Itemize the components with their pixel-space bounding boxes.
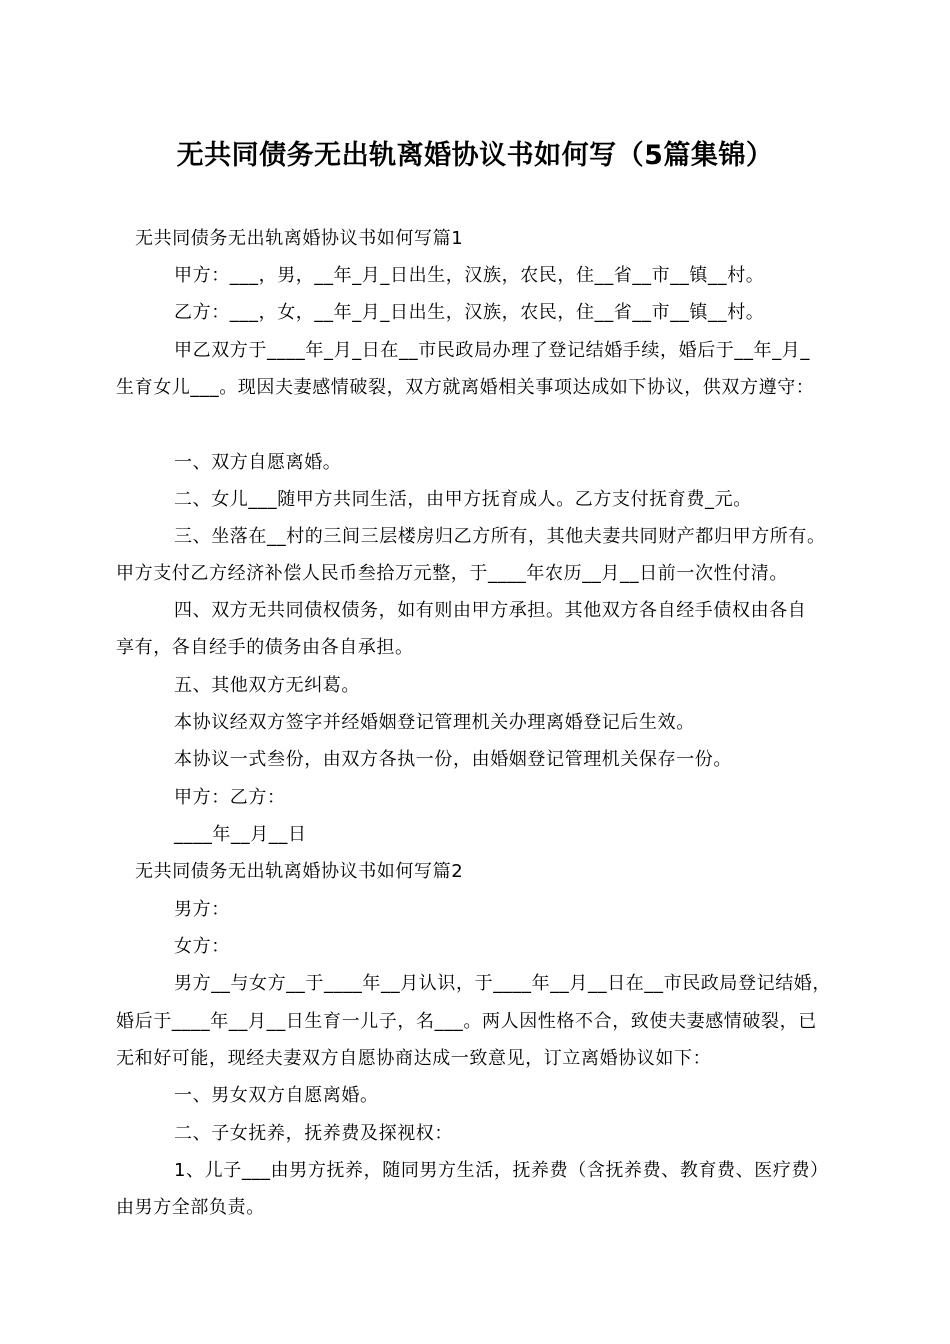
section-heading: 无共同债务无出轨离婚协议书如何写篇2 <box>135 861 464 882</box>
paragraph-line: 男方： <box>174 899 230 920</box>
paragraph-line: 享有，各自经手的债务由各自承担。 <box>116 637 414 658</box>
paragraph-line: 一、双方自愿离婚。 <box>174 452 342 473</box>
paragraph-line: 1、儿子___由男方抚养，随同男方生活，抚养费（含抚养费、教育费、医疗费） <box>174 1160 829 1181</box>
paragraph-line: 本协议经双方签字并经婚姻登记管理机关办理离婚登记后生效。 <box>174 712 695 733</box>
document-title: 无共同债务无出轨离婚协议书如何写（5篇集锦） <box>176 140 774 171</box>
paragraph-line: 无和好可能，现经夫妻双方自愿协商达成一致意见，订立离婚协议如下： <box>116 1048 712 1069</box>
paragraph-line: 二、女儿___随甲方共同生活，由甲方抚育成人。乙方支付抚育费_元。 <box>174 489 752 510</box>
paragraph-line: ____年__月__日 <box>174 824 307 845</box>
paragraph-line: 甲方：乙方： <box>174 787 286 808</box>
section-heading: 无共同债务无出轨离婚协议书如何写篇1 <box>135 228 464 249</box>
paragraph-line: 甲方：___，男，__年_月_日出生，汉族，农民，住__省__市__镇__村。 <box>174 265 765 286</box>
paragraph-line: 男方__与女方__于____年__月认识，于____年__月__日在__市民政局登记结婚， <box>174 973 831 994</box>
paragraph-line: 女方： <box>174 936 230 957</box>
paragraph-line: 由男方全部负责。 <box>116 1197 265 1218</box>
paragraph-line: 五、其他双方无纠葛。 <box>174 675 360 696</box>
paragraph-line: 二、子女抚养，抚养费及探视权： <box>174 1123 453 1144</box>
paragraph-line: 甲乙双方于____年_月_日在__市民政局办理了登记结婚手续，婚后于__年_月_ <box>174 340 810 361</box>
paragraph-line: 三、坐落在__村的三间三层楼房归乙方所有，其他夫妻共同财产都归甲方所有。 <box>174 526 826 547</box>
paragraph-line: 一、男女双方自愿离婚。 <box>174 1085 379 1106</box>
paragraph-line: 生育女儿___。现因夫妻感情破裂，双方就离婚相关事项达成如下协议，供双方遵守： <box>116 377 815 398</box>
paragraph-line: 婚后于____年__月__日生育一儿子，名___。两人因性格不合，致使夫妻感情破裂，已 <box>116 1011 817 1032</box>
paragraph-line: 乙方：___，女，__年_月_日出生，汉族，农民，住__省__市__镇__村。 <box>174 302 765 323</box>
paragraph-line: 四、双方无共同债权债务，如有则由甲方承担。其他双方各自经手债权由各自 <box>174 600 807 621</box>
paragraph-line: 本协议一式叁份，由双方各执一份，由婚姻登记管理机关保存一份。 <box>174 749 732 770</box>
paragraph-line: 甲方支付乙方经济补偿人民币叁拾万元整，于____年农历__月__日前一次性付清。 <box>116 563 788 584</box>
